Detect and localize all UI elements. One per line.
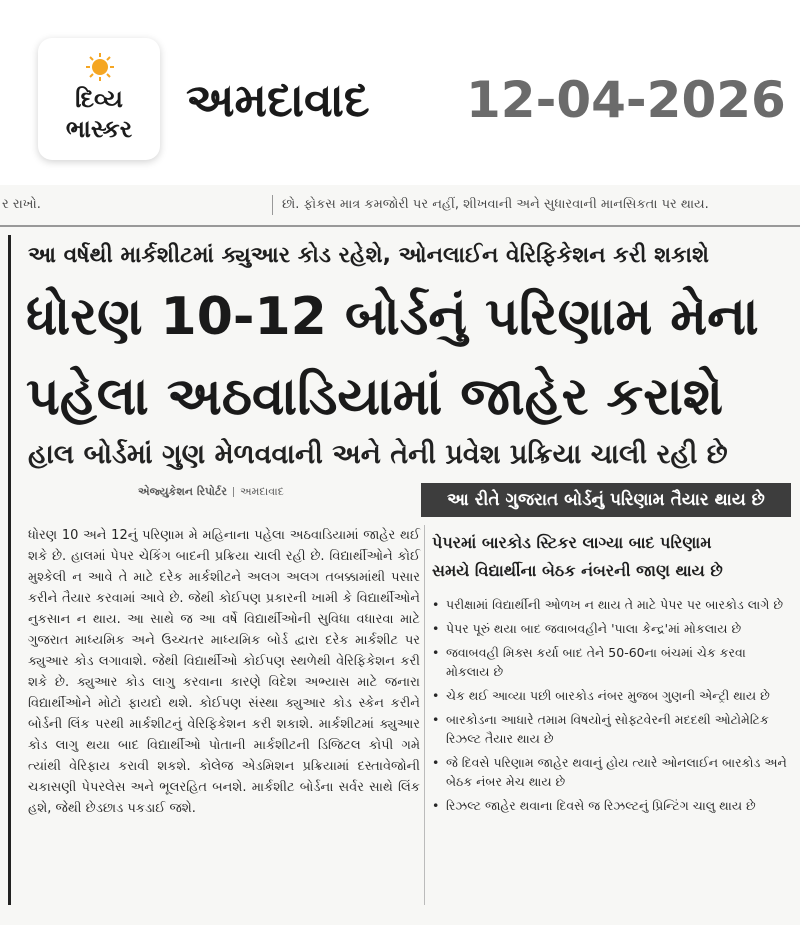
sidebar-title: આ રીતે ગુજરાત બોર્ડનું પરિણામ તૈયાર થાય છે [421,483,791,517]
sidebar-heading [432,529,792,585]
list-item [432,643,792,681]
list-item-text: જે દિવસે પરિણામ જાહેર થવાનું હોય ત્યારે ઓનલાઈન બારકોડ અને બેઠક નંબર મેચ થાય છે [446,755,787,789]
bullet-icon: • [432,755,440,770]
article-body: ધોરણ 10 અને 12નું પરિણામ મે મહિનાના પહેલા અઠવાડિયામાં જાહેર થઈ શકે છે. હાલમાં પેપર ચેકિંગ બાદની પ્રક્રિયા ચાલી રહી છે. વિદ્યાર્થીઓને કોઈ મુશ્કેલી ન આવે તે માટે દરેક માર્કશીટને અલગ અલગ તબક્કામાંથી પસાર કરીને તૈયાર કરવામાં આવે છે. જેથી કોઈપણ પ્રકારની ખામી કે વિદ્યાર્થીઓને નુકસાન ન થાય. આ સાથે જ આ વર્ષે વિદ્યાર્થીઓની સુવિધા વધારવા માટે ગુજરાત માધ્યમિક અને ઉચ્ચતર માધ્યમિક બોર્ડ દ્વારા દરેક માર્કશીટ પર ક્યુઆર કોડ લગાવાશે. જેથી વિદ્યાર્થીઓ કોઈપણ સ્થળેથી વેરિફિકેશન કરી શકે છે. ક્યુઆર કોડ લાગુ કરવાના કારણે વિદેશ અભ્યાસ માટે જનારા વિદ્યાર્થીઓને મોટો ફાયદો થશે. કોઈપણ સંસ્થા ક્યુઆર કોડ સ્કેન કરીને બોર્ડની લિંક પરથી માર્કશીટનું વેરિફિકેશન કરી શકાશે. માર્કશીટમાં ક્યુઆર કોડ લાગુ થયા બાદ વિદ્યાર્થીઓ પોતાની માર્કશીટની ડિજિટલ કોપી ગમે ત્યાંથી વેરિફાય કરાવી શકશે. કોલેજ એડમિશન પ્રક્રિયામાં દસ્તાવેજોની ચકાસણી પેપરલેસ અને ભૂલરહિત બનશે. માર્કશીટ બોર્ડના સર્વર સાથે લિંક હશે, જેથી છેડછાડ પકડાઈ જશે. [28,528,420,816]
edition-date: 12-04-2026 [466,71,786,129]
list-item [432,595,792,614]
list-item-text: બારકોડના આધારે તમામ વિષયોનું સોફ્ટવેરની મદદથી ઓટોમેટિક રિઝલ્ટ તૈયાર થાય છે [446,712,769,746]
bullet-icon: • [432,621,440,636]
bullet-icon: • [432,712,440,727]
list-item [432,753,792,791]
sidebar-bullet-list [432,595,792,820]
sun-icon [85,52,115,82]
byline-place: અમદાવાદ [239,485,284,498]
list-item [432,686,792,705]
logo-text-line1: દિવ્ય [75,85,123,113]
left-border-rule [8,235,11,905]
strip-divider [272,195,273,215]
logo-text-line2: ભાસ્કર [65,115,133,143]
bullet-icon: • [432,597,440,612]
list-item-text: પેપર પૂરું થયા બાદ જવાબવહીને 'પાલા કેન્દ્ર'માં મોકલાય છે [446,621,742,636]
list-item-text: રિઝલ્ટ જાહેર થવાના દિવસે જ રિઝલ્ટનું પ્રિન્ટિંગ ચાલુ થાય છે [446,798,756,813]
byline [138,485,284,499]
header [0,0,800,185]
article-kicker: આ વર્ષથી માર્કશીટમાં ક્યુઆર કોડ રહેશે, ઓનલાઈન વેરિફિકેશન કરી શકાશે [28,243,709,268]
list-item [432,619,792,638]
list-item-text: ચેક થઈ આવ્યા પછી બારકોડ નંબર મુજબ ગુણની એન્ટ્રી થાય છે [446,688,770,703]
headline-line2: પહેલા અઠવાડિયામાં જાહેર કરાશે [26,367,723,427]
byline-author: એજ્યુકેશન રિપોર્ટર [138,485,227,498]
bullet-icon: • [432,688,440,703]
article-subhead: હાલ બોર્ડમાં ગુણ મેળવવાની અને તેની પ્રવેશ પ્રક્રિયા ચાલી રહી છે [28,439,728,470]
sidebar-heading-line1: પેપરમાં બારકોડ સ્ટિકર લાગ્યા બાદ પરિણામ [432,533,712,552]
list-item-text: જવાબવહી મિક્સ કર્યા બાદ તેને 50-60ના બંચમાં ચેક કરવા મોકલાય છે [446,645,746,679]
sidebar-heading-line2: સમયે વિદ્યાર્થીના બેઠક નંબરની જાણ થાય છે [432,561,723,580]
list-item [432,710,792,748]
newspaper-clipping [0,185,800,925]
list-item-text: પરીક્ષામાં વિદ્યાર્થીની ઓળખ ન થાય તે માટે પેપર પર બારકોડ લાગે છે [446,597,783,612]
city-edition: અમદાવાદ [186,73,370,127]
byline-divider [233,487,234,497]
list-item [432,796,792,815]
headline-line1: ધોરણ 10-12 બોર્ડનું પરિણામ મેના [26,287,759,347]
column-divider [424,525,425,905]
strip-right-text: છો. ફોકસ માત્ર કમજોરી પર નહીં, શીખવાની અને સુધારવાની માનસિકતા પર થાય. [282,197,709,212]
bullet-icon: • [432,645,440,660]
strip-left-text: ર રાખો. [2,197,41,212]
top-strip [0,185,800,227]
bullet-icon: • [432,798,440,813]
divya-bhaskar-logo[interactable] [38,38,160,160]
